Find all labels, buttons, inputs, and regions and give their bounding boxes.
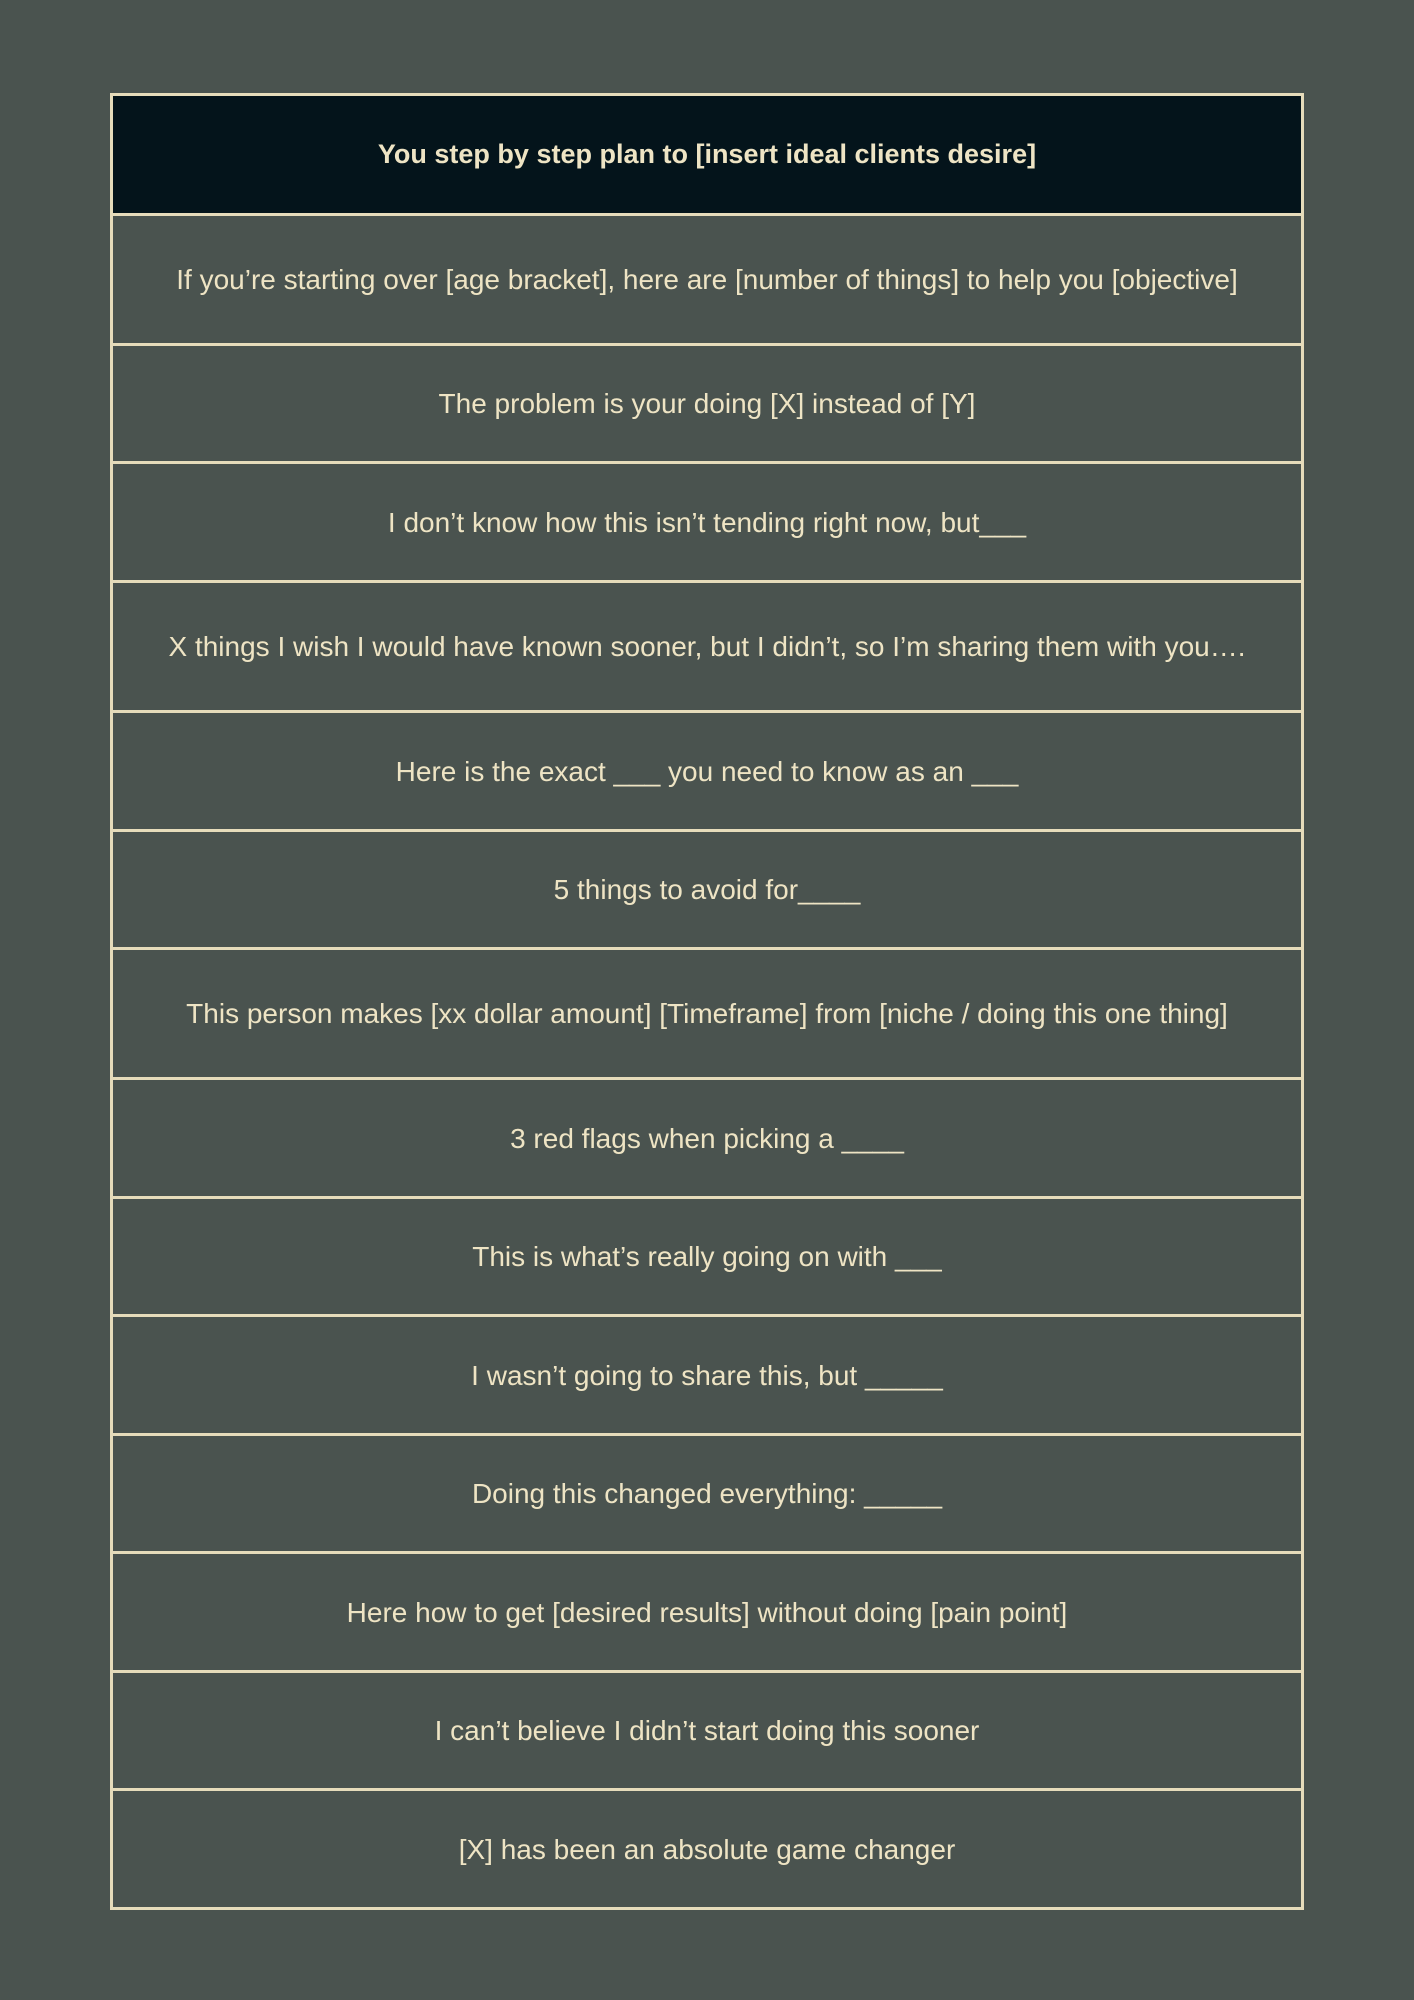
table-row: If you’re starting over [age bracket], here are [number of things] to help you [objective] bbox=[113, 216, 1301, 346]
table-row: X things I wish I would have known sooner, but I didn’t, so I’m sharing them with you…. bbox=[113, 583, 1301, 713]
hook-template-table bbox=[110, 93, 1304, 1910]
table-row: Here is the exact ___ you need to know as an ___ bbox=[113, 713, 1301, 832]
table-row: I don’t know how this isn’t tending right now, but___ bbox=[113, 464, 1301, 583]
table-row: [X] has been an absolute game changer bbox=[458, 1833, 956, 1865]
table-header-title: You step by step plan to [insert ideal clients desire] bbox=[377, 139, 1037, 169]
table-row: Doing this changed everything: _____ bbox=[113, 1436, 1301, 1554]
table-row: I can’t believe I didn’t start doing this sooner bbox=[113, 1673, 1301, 1791]
table-header bbox=[113, 96, 1301, 216]
table-row: 3 red flags when picking a ____ bbox=[113, 1080, 1301, 1199]
table-row: The problem is your doing [X] instead of [Y] bbox=[113, 346, 1301, 464]
table-row: This is what’s really going on with ___ bbox=[113, 1199, 1301, 1317]
table-row: Here how to get [desired results] without doing [pain point] bbox=[113, 1554, 1301, 1673]
table-row: 5 things to avoid for____ bbox=[113, 832, 1301, 950]
table-row: I wasn’t going to share this, but _____ bbox=[113, 1317, 1301, 1436]
table-row: This person makes [xx dollar amount] [Timeframe] from [niche / doing this one thing] bbox=[113, 950, 1301, 1080]
